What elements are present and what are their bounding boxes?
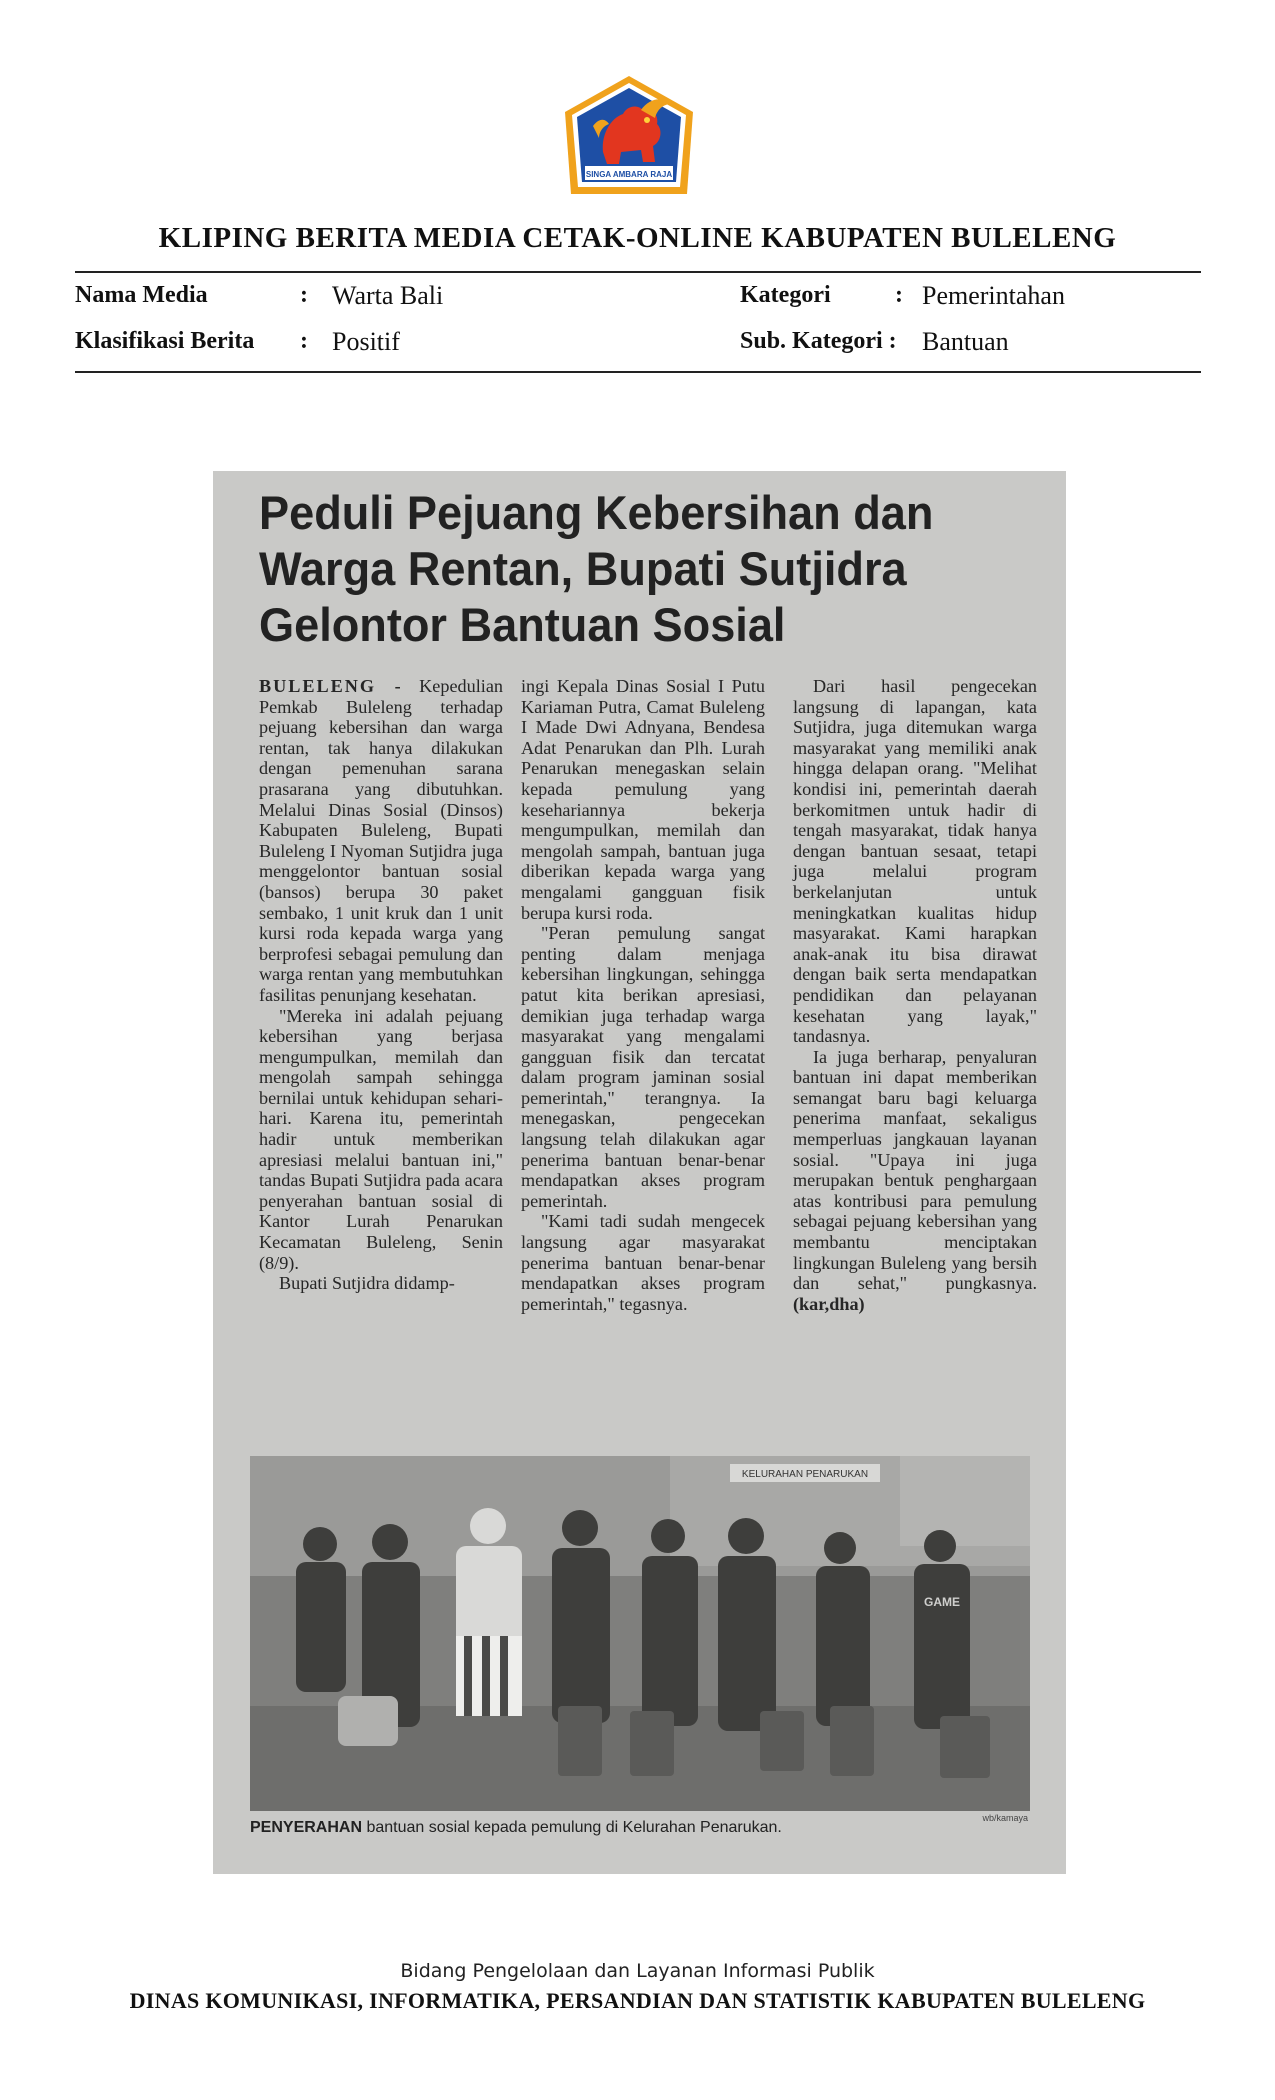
page-title: KLIPING BERITA MEDIA CETAK-ONLINE KABUPATEN BULELENG [158,222,1117,254]
media-value: Warta Bali [332,281,444,310]
author-signature: (kar,dha) [793,1293,865,1314]
divider-top [75,271,1201,273]
office-sign: KELURAHAN PENARUKAN [741,1469,869,1480]
kategori-value: Pemerintahan [922,281,1065,310]
klasifikasi-label: Klasifikasi Berita [75,328,255,354]
subkategori-label: Sub. Kategori : [740,328,897,354]
photo-caption: PENYERAHAN bantuan sosial kepada pemulung di Kelurahan Penarukan. [250,1819,782,1836]
logo-motto: SINGA AMBARA RAJA [585,170,673,179]
article-headline: Peduli Pejuang Kebersihan dan Warga Rentan, Bupati Sutjidra Gelontor Bantuan Sosial [259,486,934,651]
photo-credit: wb/kamaya [982,1813,1028,1823]
article-column-1 [259,676,503,1294]
subkategori-value: Bantuan [922,327,1009,356]
newspaper-clipping [213,471,1066,1874]
article-column-2 [521,676,765,1314]
article-paragraph: ingi Kepala Dinas Sosial I Putu Kariaman Putra, Camat Buleleng I Made Dwi Adnyana, Bendesa Adat Penarukan dan Plh. Lurah Penarukan menegaskan selain kepada pemulung yang kesehariannya bekerja mengumpulkan, memilah dan mengolah sampah, bantuan juga diberikan kepada warga yang mengalami gangguan fisik berupa kursi roda. [521,676,765,923]
article-dateline: BULELENG - [259,676,403,696]
article-column-3 [793,676,1037,1314]
divider-bottom [75,371,1201,373]
article-paragraph: "Kami tadi sudah mengecek langsung agar masyarakat penerima bantuan benar-benar mendapatkan akses program pemerintah," tegasnya. [521,1211,765,1314]
kategori-colon: : [895,282,903,308]
article-paragraph: Dari hasil pengecekan langsung di lapangan, kata Sutjidra, juga ditemukan warga masyarakat yang memiliki anak hingga delapan orang. "Melihat kondisi ini, pemerintah daerah berkomitmen untuk hadir di tengah masyarakat, tidak hanya dengan bantuan sesaat, tetapi juga melalui program berkelanjutan untuk meningkatkan kualitas hidup masyarakat. Kami harapkan anak-anak itu bisa dirawat dengan baik serta mendapatkan pendidikan dan pelayanan kesehatan yang layak," tandasnya. [793,676,1037,1047]
kategori-label: Kategori [740,282,831,308]
media-colon: : [300,282,308,308]
media-label: Nama Media [75,282,208,308]
article-paragraph: Bupati Sutjidra didamp- [279,1273,455,1294]
klasifikasi-value: Positif [332,327,400,356]
kabupaten-logo [563,74,695,196]
shirt-print: GAME [924,1595,960,1609]
footer-department: Bidang Pengelolaan dan Layanan Informasi Publik [400,1960,875,1982]
article-paragraph: BULELENG - Kepedulian Pemkab Buleleng terhadap pejuang kebersihan dan warga rentan, tak hanya dilakukan dengan pemenuhan sarana prasarana yang dibutuhkan. Melalui Dinas Sosial (Dinsos) Kabupaten Buleleng, Bupati Buleleng I Nyoman Sutjidra juga menggelontor bantuan sosial (bansos) berupa 30 paket sembako, 1 unit kruk dan 1 unit kursi roda kepada warga yang berprofesi sebagai pemulung dan warga rentan yang membutuhkan fasilitas penunjang kesehatan. [259,676,503,1005]
article-photo [250,1456,1030,1811]
article-paragraph: "Peran pemulung sangat penting dalam menjaga kebersihan lingkungan, sehingga patut kita berikan apresiasi, demikian juga terhadap warga masyarakat yang mengalami gangguan fisik dan tercatat dalam program jaminan sosial pemerintah," terangnya. Ia menegaskan, pengecekan langsung telah dilakukan agar penerima bantuan benar-benar mendapatkan akses program pemerintah. [521,923,765,1211]
article-paragraph: Ia juga berharap, penyaluran bantuan ini dapat memberikan semangat baru bagi keluarga penerima manfaat, sekaligus memperluas jangkauan layanan sosial. "Upaya ini juga merupakan bentuk penghargaan atas kontribusi para pemulung sebagai pejuang kebersihan yang membantu menciptakan lingkungan Buleleng yang bersih dan sehat," pungkasnya. (kar,dha) [793,1046,1037,1314]
klasifikasi-colon: : [300,328,308,354]
article-paragraph: "Mereka ini adalah pejuang kebersihan yang berjasa mengumpulkan, memilah dan mengolah sampah sehingga bernilai untuk kehidupan sehari-hari. Karena itu, pemerintah hadir untuk memberikan apresiasi melalui bantuan ini," tandas Bupati Sutjidra pada acara penyerahan bantuan sosial di Kantor Lurah Penarukan Kecamatan Buleleng, Senin (8/9). [259,1005,503,1273]
footer-agency: DINAS KOMUNIKASI, INFORMATIKA, PERSANDIAN DAN STATISTIK KABUPATEN BULELENG [129,1988,1146,2013]
